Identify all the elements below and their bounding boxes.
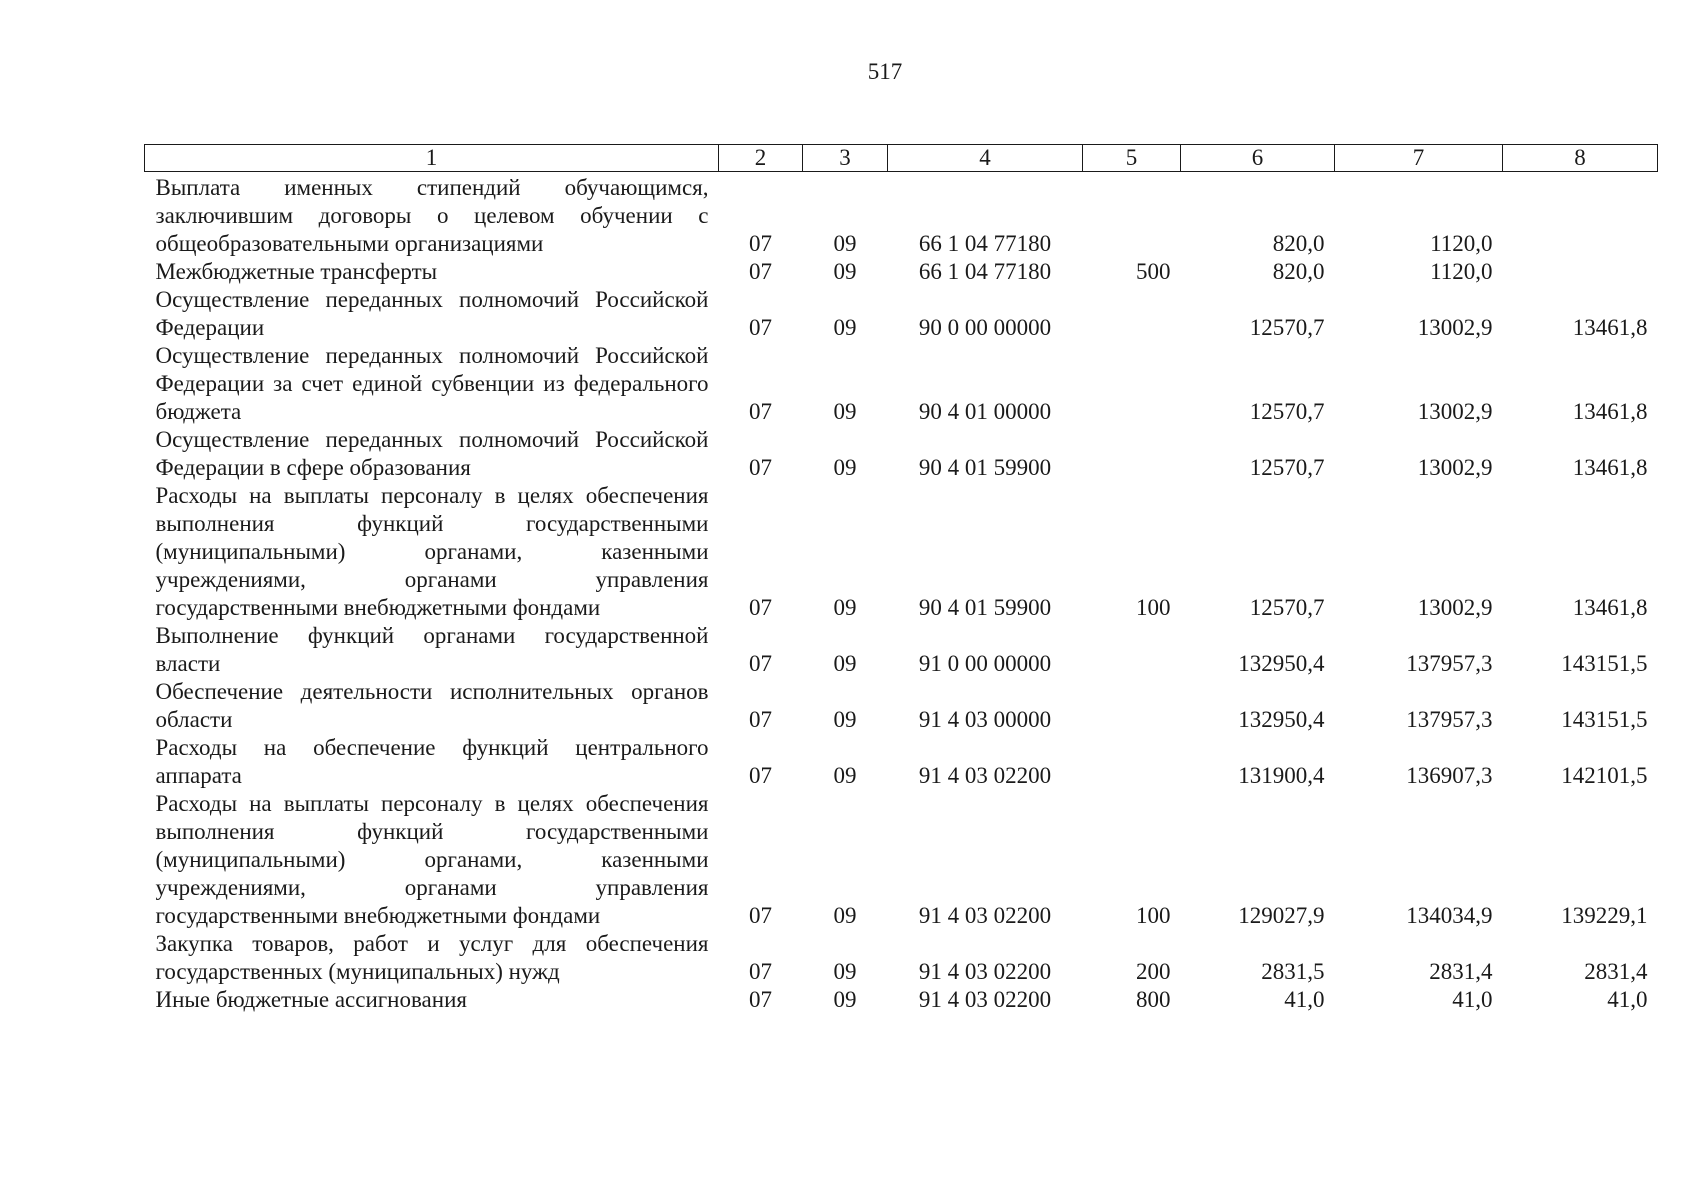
row-section: 07: [749, 959, 772, 984]
row-subsection: 09: [833, 903, 857, 928]
row-amount-3: [1503, 172, 1658, 259]
row-amount-2: 13002,9: [1417, 315, 1493, 340]
header-col-4: 4: [888, 145, 1083, 172]
header-col-6: 6: [1181, 145, 1335, 172]
row-amount-3: 143151,5: [1561, 707, 1648, 732]
row-target-article: 66 1 04 77180: [918, 259, 1052, 284]
row-target-article: 91 4 03 02200: [918, 987, 1052, 1012]
header-col-8: 8: [1503, 145, 1658, 172]
row-amount-2: 13002,9: [1417, 595, 1493, 620]
table-row: [145, 426, 1658, 482]
row-subsection: 09: [833, 959, 857, 984]
table-row: [145, 622, 1658, 678]
row-amount-1: 41,0: [1284, 987, 1325, 1012]
row-name: Выполнение функций органами государственной власти: [155, 623, 709, 676]
row-section: 07: [749, 399, 772, 424]
row-subsection: 09: [833, 455, 857, 480]
row-amount-3: [1503, 258, 1658, 286]
row-amount-1: 12570,7: [1249, 595, 1325, 620]
row-expense-type: [1083, 286, 1181, 342]
row-subsection: 09: [833, 595, 857, 620]
row-target-article: 91 0 00 00000: [918, 651, 1052, 676]
table-row: [145, 482, 1658, 622]
row-section: 07: [749, 231, 772, 256]
row-amount-1: 129027,9: [1238, 903, 1325, 928]
row-expense-type: [1083, 172, 1181, 259]
row-amount-2: 1120,0: [1430, 259, 1493, 284]
row-amount-2: 134034,9: [1406, 903, 1493, 928]
row-amount-1: 2831,5: [1261, 959, 1325, 984]
table-row: [145, 986, 1658, 1014]
row-expense-type: [1083, 678, 1181, 734]
row-expense-type: [1083, 342, 1181, 426]
row-amount-3: 143151,5: [1561, 651, 1648, 676]
row-target-article: 91 4 03 02200: [918, 903, 1052, 928]
row-name: Расходы на обеспечение функций центрального аппарата: [155, 735, 709, 788]
row-expense-type: 500: [1136, 259, 1171, 284]
row-amount-3: 41,0: [1607, 987, 1648, 1012]
row-subsection: 09: [833, 651, 857, 676]
row-target-article: 90 4 01 00000: [918, 399, 1052, 424]
table-row: [145, 734, 1658, 790]
row-target-article: 90 4 01 59900: [918, 595, 1052, 620]
row-section: 07: [749, 595, 772, 620]
table-header: [145, 145, 1658, 172]
row-amount-3: 13461,8: [1572, 399, 1648, 424]
table-row: [145, 790, 1658, 930]
table-row: [145, 678, 1658, 734]
table-row: [145, 286, 1658, 342]
row-target-article: 90 4 01 59900: [918, 455, 1052, 480]
header-col-5: 5: [1083, 145, 1181, 172]
row-section: 07: [749, 315, 772, 340]
row-target-article: 66 1 04 77180: [918, 231, 1052, 256]
row-amount-2: 2831,4: [1429, 959, 1493, 984]
row-target-article: 91 4 03 00000: [918, 707, 1052, 732]
row-expense-type: [1083, 734, 1181, 790]
row-amount-3: 142101,5: [1561, 763, 1648, 788]
row-subsection: 09: [833, 987, 857, 1012]
row-subsection: 09: [833, 763, 857, 788]
row-section: 07: [749, 455, 772, 480]
row-amount-1: 12570,7: [1249, 315, 1325, 340]
row-amount-2: 41,0: [1452, 987, 1493, 1012]
row-amount-3: 13461,8: [1572, 455, 1648, 480]
row-amount-2: 1120,0: [1430, 231, 1493, 256]
row-section: 07: [749, 259, 772, 284]
row-amount-1: 12570,7: [1249, 455, 1325, 480]
row-expense-type: [1083, 622, 1181, 678]
row-name: Расходы на выплаты персоналу в целях обеспечения выполнения функций государственными (муниципальными) органами, казенными учреждениями, органами управления государственными внебюджетными фондами: [155, 483, 709, 620]
row-name: Закупка товаров, работ и услуг для обеспечения государственных (муниципальных) нужд: [155, 931, 709, 984]
row-name: Иные бюджетные ассигнования: [155, 987, 467, 1012]
row-amount-1: 132950,4: [1238, 651, 1325, 676]
row-amount-3: 139229,1: [1561, 903, 1648, 928]
row-amount-2: 137957,3: [1406, 707, 1493, 732]
row-subsection: 09: [833, 399, 857, 424]
row-amount-1: 12570,7: [1249, 399, 1325, 424]
table-row: [145, 172, 1658, 259]
row-subsection: 09: [833, 315, 857, 340]
row-section: 07: [749, 903, 772, 928]
table-row: [145, 258, 1658, 286]
row-subsection: 09: [833, 231, 857, 256]
row-target-article: 91 4 03 02200: [918, 763, 1052, 788]
row-name: Обеспечение деятельности исполнительных органов области: [155, 679, 709, 732]
row-amount-2: 13002,9: [1417, 399, 1493, 424]
row-expense-type: 200: [1136, 959, 1171, 984]
row-expense-type: 800: [1136, 987, 1171, 1012]
row-name: Осуществление переданных полномочий Российской Федерации в сфере образования: [155, 427, 709, 480]
row-expense-type: [1083, 426, 1181, 482]
row-section: 07: [749, 987, 772, 1012]
row-section: 07: [749, 707, 772, 732]
row-amount-1: 132950,4: [1238, 707, 1325, 732]
header-col-1: 1: [145, 145, 719, 172]
row-name: Расходы на выплаты персоналу в целях обеспечения выполнения функций государственными (муниципальными) органами, казенными учреждениями, органами управления государственными внебюджетными фондами: [155, 791, 709, 928]
row-amount-3: 2831,4: [1584, 959, 1648, 984]
row-expense-type: 100: [1136, 595, 1171, 620]
row-expense-type: 100: [1136, 903, 1171, 928]
header-col-7: 7: [1335, 145, 1503, 172]
row-section: 07: [749, 763, 772, 788]
header-col-2: 2: [719, 145, 803, 172]
row-name: Осуществление переданных полномочий Российской Федерации: [155, 287, 709, 340]
row-amount-2: 13002,9: [1417, 455, 1493, 480]
table-row: [145, 342, 1658, 426]
row-section: 07: [749, 651, 772, 676]
row-amount-2: 136907,3: [1406, 763, 1493, 788]
header-col-3: 3: [803, 145, 888, 172]
page-number: 517: [867, 59, 903, 84]
row-name: Межбюджетные трансферты: [155, 259, 438, 284]
row-amount-3: 13461,8: [1572, 315, 1648, 340]
row-target-article: 90 0 00 00000: [918, 315, 1052, 340]
row-name: Выплата именных стипендий обучающимся, заключившим договоры о целевом обучении с общеобразовательными организациями: [155, 175, 709, 256]
budget-table: [144, 144, 1658, 1014]
row-amount-1: 131900,4: [1238, 763, 1325, 788]
table-row: [145, 930, 1658, 986]
row-subsection: 09: [833, 707, 857, 732]
row-target-article: 91 4 03 02200: [918, 959, 1052, 984]
row-name: Осуществление переданных полномочий Российской Федерации за счет единой субвенции из федерального бюджета: [155, 343, 709, 424]
header-row: [145, 145, 1658, 172]
row-amount-1: 820,0: [1272, 259, 1325, 284]
row-subsection: 09: [833, 259, 857, 284]
row-amount-2: 137957,3: [1406, 651, 1493, 676]
row-amount-3: 13461,8: [1572, 595, 1648, 620]
table-body: [145, 172, 1658, 1015]
row-amount-1: 820,0: [1272, 231, 1325, 256]
